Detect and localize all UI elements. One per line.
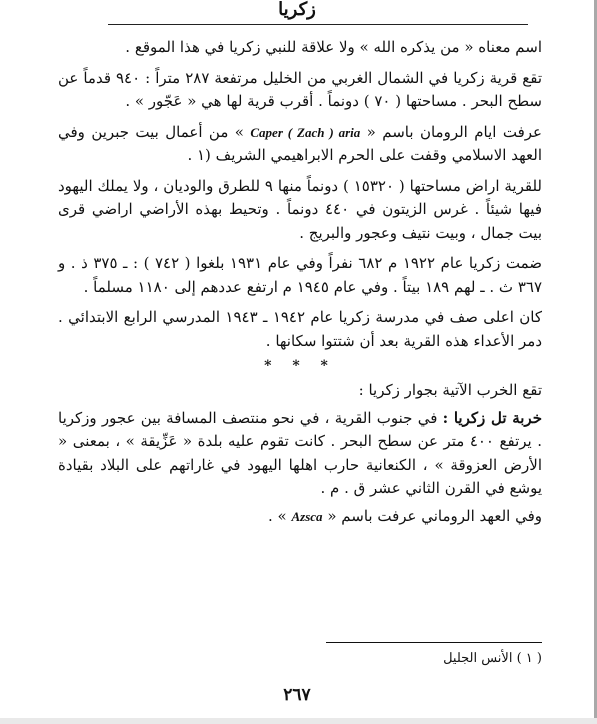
page-number: ٢٦٧: [283, 685, 311, 705]
page-bottom-edge: [0, 718, 597, 724]
ruin-title: خربة تل زكريا :: [442, 408, 542, 427]
ruins-intro: تقع الخرب الآتية بجوار زكريا :: [358, 381, 542, 399]
ruin-tell-zakariya: [58, 407, 542, 501]
latin-name-azsca: Azsca: [291, 508, 323, 524]
paragraph-name-meaning: اسم معناه « من يذكره الله » ولا علاقة للنبي زكريا في هذا الموقع .: [125, 38, 542, 56]
history-text-after: » من أعمال بيت جبرين وفي العهد الاسلامي وقفت على الحرم الابراهيمي الشريف (١ .: [58, 122, 542, 164]
history-text-before: عرفت ايام الرومان باسم «: [360, 122, 542, 141]
running-header: زكريا: [278, 0, 316, 20]
paragraph-history: [58, 121, 542, 168]
paragraph-population: ضمت زكريا عام ١٩٢٢ م ٦٨٢ نفراً وفي عام ١٩٣١ بلغوا ( ٧٤٢ ) : ـ ٣٧٥ ذ . و ٣٦٧ ث . ـ لهم ١٨٩ بيتاً . وفي عام ١٩٤٥ م ارتفع عددهم إلى ١١٨٠ مسلماً .: [58, 254, 543, 296]
paragraph-location: تقع قرية زكريا في الشمال الغربي من الخليل مرتفعة ٢٨٧ متراً : ٩٤٠ قدماً عن سطح البحر . مساحتها ( ٧٠ ) دونماً . أقرب قرية لها هي « عَجّور » .: [58, 68, 543, 110]
latin-name-caper-zacharia: Caper ( Zach ) aria: [250, 124, 361, 140]
footnote-rule: [326, 642, 542, 643]
paragraph-lands: للقرية اراض مساحتها ( ١٥٣٢٠ ) دونماً منها ٩ للطرق والوديان ، ولا يملك اليهود فيها شيئاً . غرس الزيتون في ٤٤٠ دونماً . وتحيط بهذه الأراضي اراضي قرى بيت جمال ، وبيت نتيف وعجور والبريج .: [58, 176, 542, 242]
ruin-description: في جنوب القرية ، في نحو منتصف المسافة بين عجور وزكريا . يرتفع ٤٠٠ متر عن سطح البحر . كانت تقوم عليه بلدة « عَزِّيقة » ، بمعنى « الأرض العزوقة » ، الكنعانية حارب اهلها اليهود في غاراتهم على البلاد بقيادة يوشع في القرن الثاني عشر ق . م .: [58, 408, 542, 497]
footnote: ( ١ ) الأنس الجليل: [443, 651, 542, 666]
page-body: [58, 36, 542, 535]
ruin-roman-name: [58, 505, 542, 529]
roman-text-after: » .: [268, 506, 292, 525]
header-rule: [108, 24, 528, 25]
paragraph-school: كان اعلى صف في مدرسة زكريا عام ١٩٤٢ ـ ١٩٤٣ المدرسي الرابع الابتدائي . دمر الأعداء هذه القرية بعد أن شتتوا سكانها .: [58, 308, 542, 350]
roman-text-before: وفي العهد الروماني عرفت باسم «: [322, 506, 542, 525]
section-separator: * * *: [264, 358, 336, 374]
